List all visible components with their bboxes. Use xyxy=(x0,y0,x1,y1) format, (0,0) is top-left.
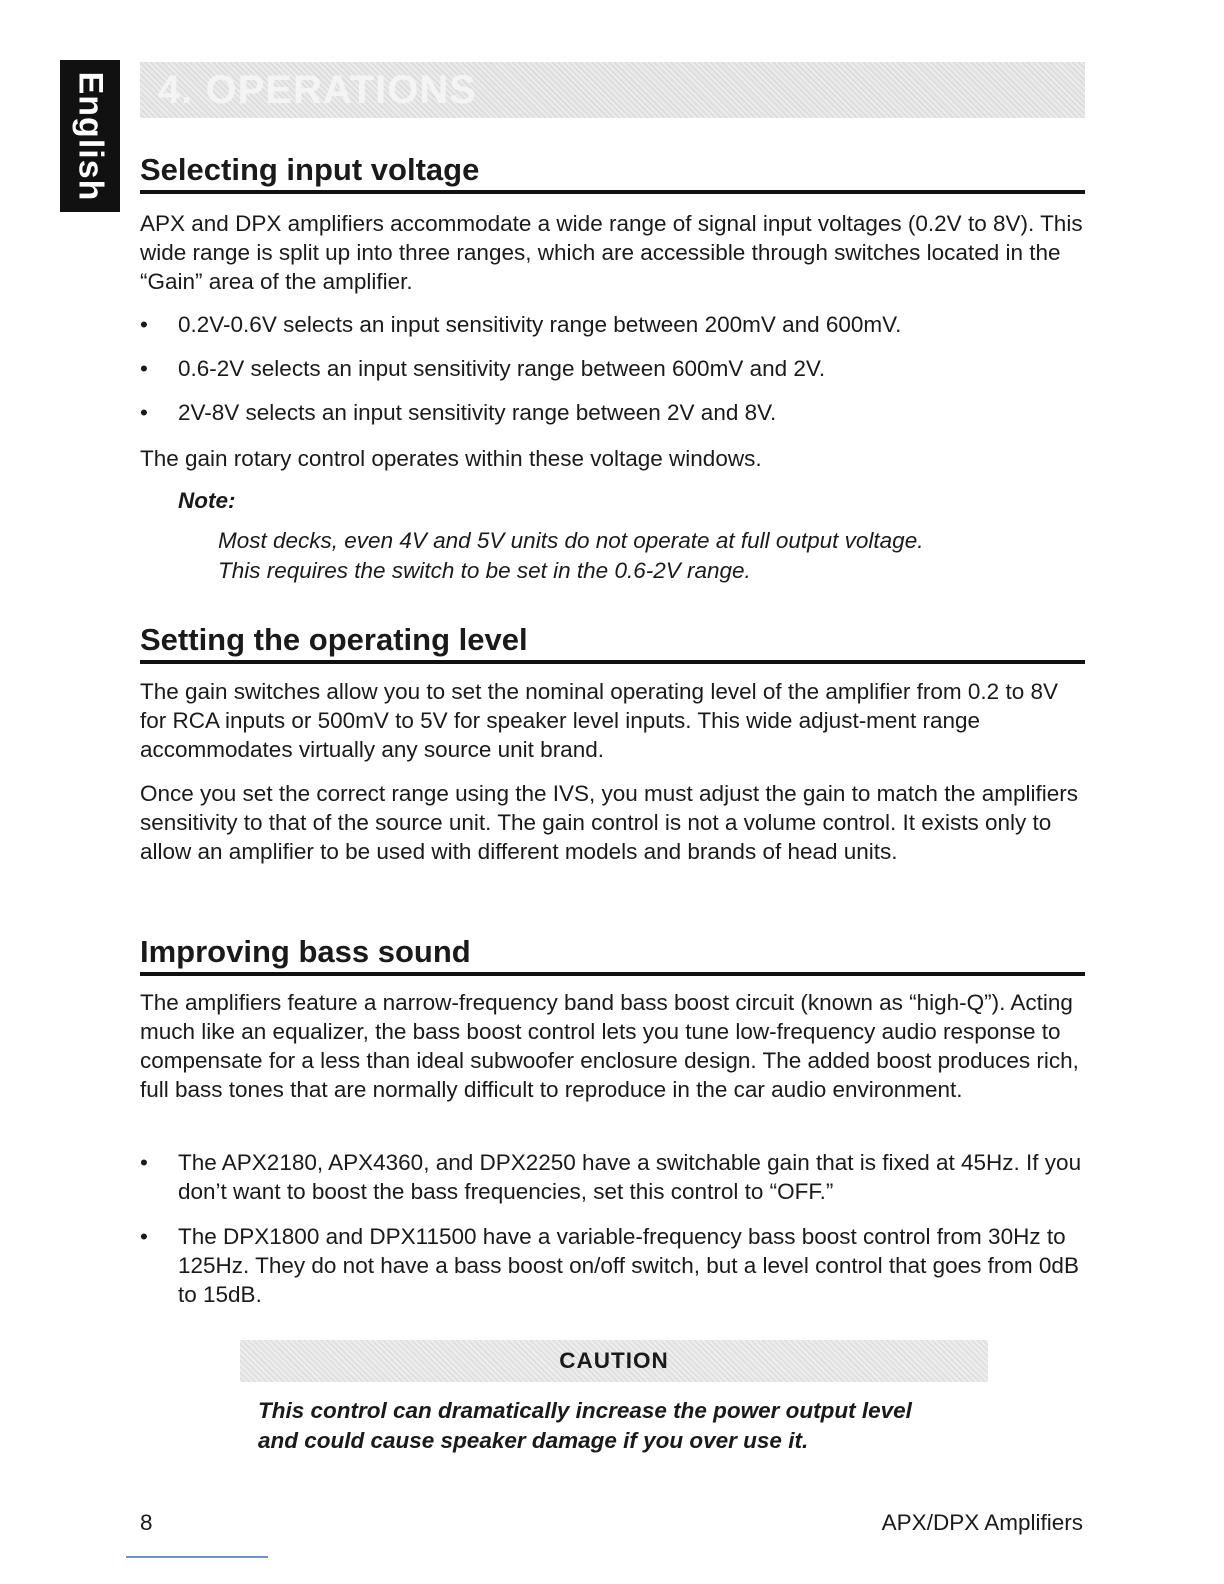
caution-line: This control can dramatically increase the power output level xyxy=(258,1398,912,1423)
bullet-text: 2V-8V selects an input sensitivity range between 2V and 8V. xyxy=(178,400,777,425)
footer-divider xyxy=(126,1556,268,1558)
paragraph-bass-boost-intro: The amplifiers feature a narrow-frequency band bass boost circuit (known as “high-Q”). Acting much like an equalizer, the bass boost control lets you tune low-frequency audio response to compensate for a less than ideal subwoofer enclosure design. The added boost produces rich, full bass tones that are normally difficult to reproduce in the car audio environment. xyxy=(140,990,1079,1102)
heading-setting-operating-level xyxy=(140,620,1085,664)
bullet-text: 0.6-2V selects an input sensitivity range between 600mV and 2V. xyxy=(178,356,826,381)
bullet-text: 0.2V-0.6V selects an input sensitivity range between 200mV and 600mV. xyxy=(178,312,902,337)
paragraph-gain-switches: The gain switches allow you to set the nominal operating level of the amplifier from 0.2 to 8V for RCA inputs or 500mV to 5V for speaker level inputs. This wide adjust-ment range accommodates virtually any source unit brand. xyxy=(140,679,1058,762)
paragraph-ivs-adjust: Once you set the correct range using the IVS, you must adjust the gain to match the amplifiers sensitivity to that of the source unit. The gain control is not a volume control. It exists only to allow an amplifier to be used with different models and brands of head units. xyxy=(140,781,1078,864)
bullet-dot-icon: • xyxy=(140,400,148,425)
heading-text: Setting the operating level xyxy=(140,622,528,657)
heading-selecting-input-voltage xyxy=(140,150,1085,194)
bullet-dot-icon: • xyxy=(140,1150,148,1175)
language-tab-label: English xyxy=(71,71,110,201)
footer-title: APX/DPX Amplifiers xyxy=(881,1510,1083,1535)
heading-text: Improving bass sound xyxy=(140,934,471,969)
caution-label: CAUTION xyxy=(559,1348,669,1373)
page-number: 8 xyxy=(140,1510,153,1535)
bullet-dot-icon: • xyxy=(140,312,148,337)
caution-banner xyxy=(240,1340,988,1382)
paragraph-gain-rotary: The gain rotary control operates within these voltage windows. xyxy=(140,446,762,471)
note-line: Most decks, even 4V and 5V units do not operate at full output voltage. xyxy=(218,528,924,553)
caution-line: and could cause speaker damage if you over use it. xyxy=(258,1428,809,1453)
bullet-dot-icon: • xyxy=(140,356,148,381)
note-text xyxy=(218,526,1078,586)
language-tab xyxy=(60,60,120,212)
heading-text: Selecting input voltage xyxy=(140,152,480,187)
bullet-text: The APX2180, APX4360, and DPX2250 have a switchable gain that is fixed at 45Hz. If you don’t want to boost the bass frequencies, set this control to “OFF.” xyxy=(178,1150,1082,1204)
note-label: Note: xyxy=(178,488,236,513)
note-line: This requires the switch to be set in the 0.6-2V range. xyxy=(218,558,751,583)
bullet-text: The DPX1800 and DPX11500 have a variable-frequency bass boost control from 30Hz to 125Hz. They do not have a bass boost on/off switch, but a level control that goes from 0dB to 15dB. xyxy=(178,1224,1079,1307)
section-banner xyxy=(140,62,1085,118)
caution-text xyxy=(258,1396,1018,1456)
paragraph-input-voltage-intro: APX and DPX amplifiers accommodate a wide range of signal input voltages (0.2V to 8V). This wide range is split up into three ranges, which are accessible through switches located in the “Gain” area of the amplifier. xyxy=(140,211,1083,294)
section-banner-title: 4. OPERATIONS xyxy=(158,68,477,112)
heading-improving-bass-sound xyxy=(140,932,1085,976)
bullet-dot-icon: • xyxy=(140,1224,148,1249)
